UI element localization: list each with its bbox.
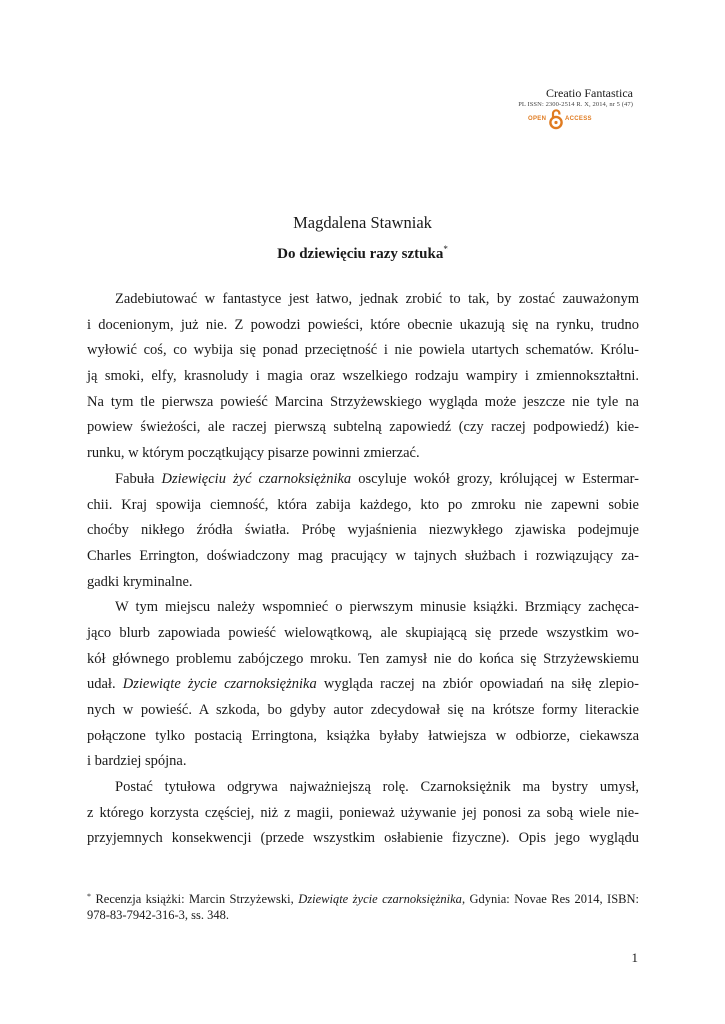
footnote-text: Recenzja książki: Marcin Strzyżewski, [91, 892, 299, 906]
body-line [87, 467, 639, 493]
body-line: połączone tylko postacią Erringtona, książka byłaby łatwiejsza w odbiorze, ciekawsza [87, 727, 639, 744]
body-line: przyjemnych konsekwencji (przede wszystkim osłabienie fizyczne). Opis jego wyglądu [87, 830, 639, 847]
body-line: Charles Errington, doświadczony mag pracujący w tajnych służbach i rozwiązujący za- [87, 547, 639, 564]
body-line: wyłowić coś, co wybija się ponad przeciętność i nie powiela utartych schematów. Królu- [87, 342, 639, 359]
body-text: udał. [87, 676, 123, 693]
footnote-book-title: Dziewiąte życie czarnoksiężnika [298, 892, 462, 906]
body-line: choćby nikłego źródła światła. Próbę wyjaśnienia niezwykłego zjawiska podejmuje [87, 522, 639, 539]
body-text: wygląda raczej na zbiór opowiadań na siłę zlepio- [316, 676, 640, 693]
footnote-mark: * [87, 892, 91, 901]
article-title [0, 244, 725, 263]
journal-header [433, 86, 633, 109]
journal-issn: PL ISSN: 2300-2514 R. X, 2014, nr 5 (47) [518, 101, 633, 108]
body-line: nych w powieść. A szkoda, bo gdyby autor zdecydował się na krótsze formy literackie [87, 702, 639, 718]
footnote-line [87, 887, 639, 906]
open-access-logo [528, 108, 592, 130]
body-text: oscyluje wokół grozy, królującej w Estermar- [351, 470, 639, 487]
body-line: W tym miejscu należy wspomnieć o pierwszym minusie książki. Brzmiący zachęca- [115, 599, 639, 616]
journal-title: Creatio Fantastica [546, 86, 633, 100]
body-line: ją smoki, elfy, krasnoludy i magia oraz wszelkiego rodzaju wampiry i zmiennokształtni. [87, 368, 639, 385]
footnote-text: , Gdynia: Novae Res 2014, ISBN: [461, 892, 639, 906]
body-line: jąco blurb zapowiada powieść wielowątkową, ale skupiającą się przede wszystkim wo- [87, 624, 639, 641]
body-line: i docenionym, już nie. Z powodzi powieści, które obecnie ukazują się na rynku, trudno [87, 316, 639, 333]
body-text: Fabuła [115, 470, 162, 487]
book-title-italic: Dziewięciu żyć czarnoksiężnika [161, 470, 352, 487]
body-line: Postać tytułowa odgrywa najważniejszą rolę. Czarnoksiężnik ma bystry umysł, [115, 779, 639, 796]
article-body [87, 287, 639, 852]
body-line: gadki kryminalne. [87, 573, 193, 590]
page-number: 1 [631, 950, 638, 965]
author-name: Magdalena Stawniak [293, 213, 432, 232]
article-title-text: Do dziewięciu razy sztuka [277, 246, 444, 262]
book-title-italic: Dziewiąte życie czarnoksiężnika [122, 676, 317, 693]
open-access-access-label: ACCESS [565, 116, 592, 122]
body-line: Zadebiutować w fantastyce jest łatwo, jednak zrobić to tak, by zostać zauważonym [115, 291, 639, 307]
body-line: runku, w którym początkujący pisarze powinni zmierzać. [87, 445, 420, 462]
body-line: powiew świeżości, ale raczej pierwszą subtelną zapowiedź (czy raczej podpowiedź) kie- [87, 419, 639, 436]
title-footnote-mark: * [443, 244, 448, 254]
open-access-lock-icon [549, 108, 563, 130]
body-line: kół głównego problemu zabójczego mroku. Ten zamysł nie do końca się Strzyżewskiemu [87, 650, 639, 667]
body-line [87, 672, 639, 698]
body-line: z którego korzysta częściej, niż z magii, ponieważ używanie jej ponosi za sobą wiele nie- [87, 804, 639, 821]
body-line: i bardziej spójna. [87, 753, 187, 770]
footnote [87, 887, 639, 925]
footnote-line: 978-83-7942-316-3, ss. 348. [87, 908, 230, 922]
open-access-open-label: OPEN [528, 116, 547, 122]
body-line: Na tym tle pierwsza powieść Marcina Strzyżewskiego wygląda może jeszcze nie tyle na [87, 393, 639, 410]
body-line: chii. Kraj spowija ciemność, która zabija każdego, kto po zmroku nie zapewni sobie [87, 496, 639, 513]
